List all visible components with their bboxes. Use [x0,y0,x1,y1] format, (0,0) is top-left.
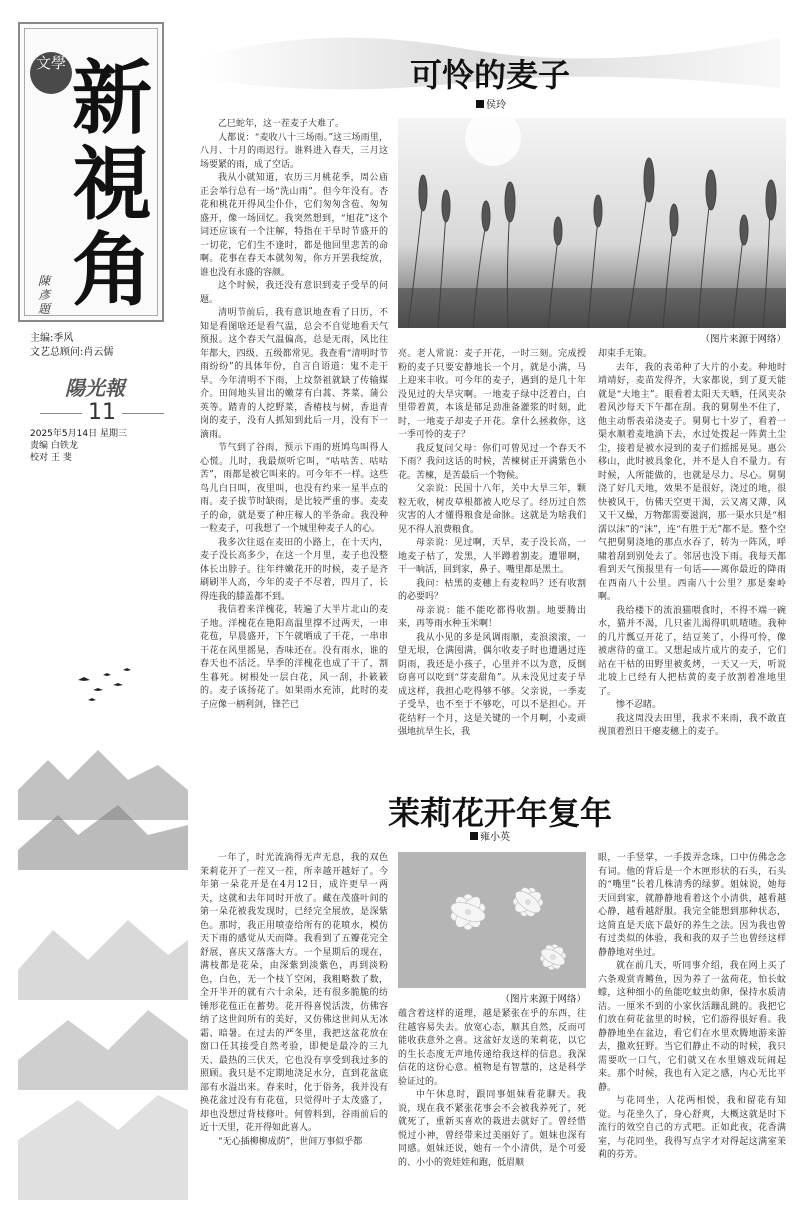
literary-adviser: 文艺总顾问:肖云儒 [30,347,114,358]
page-number: 11 [22,400,182,425]
paragraph: 我这周没去田里，我求不来雨，我不敢直视顶着烈日干瘪麦穗上的麦子。 [598,713,786,737]
byline-square-icon [476,100,484,108]
masthead-title-char: 角 [72,223,152,317]
paragraph: 眼，一手竖掌，一手拨弄念珠，口中仿佛念念有词。他的背后是一个木匣形状的石头，石头的“嘴里”长着几株清秀的绿萝。姐妹说，她每天回到家，就静静地看着这个小清供，越看越心静，越看越舒服。我完全能想到那种状态，这简直是天底下最好的养生之法。因为我也曾有过类似的体验，我和我的双子兰也曾经这样静静地对坐过。 [598,853,786,958]
layout-editor: 责编 白铁龙 [30,441,78,451]
paragraph: 就在前几天，听同事介绍，我在网上买了六条观赏青鳉鱼，因为养了一盆荷花，怕长蚊蠓，这种细小的鱼能吃蚊虫幼卵，保持水质清洁。一厘米不到的小家伙活蹦乱跳的。我把它们放在荷花盆里的时候，它们游得很好看。我静静地坐在盆边，看它们在水里欢腾地游来游去，撒欢狂野。当它们静止不动的时候，我只需要吹一口气，它们就又在水里嬉戏玩闹起来。那个时候，我也有入定之感，内心无比平静。 [598,961,786,1093]
paragraph: 我多次往返在麦田的小路上，在十天内，麦子没长高多少，在这一个月里，麦子也没整体长出脖子。往年绊嫩花开的时候，麦子是齐刷刷半人高，今年的麦子不尽着，四月了，长得连我的膝盖都不到。 [200,537,388,602]
proofreader: 校对 王 斐 [30,453,72,463]
article-1-title: 可怜的麦子 [409,56,570,94]
ink-landscape-illustration [18,640,188,1200]
issue-info [30,428,170,464]
article-1-column-3 [598,348,786,768]
paragraph: 我问：枯黑的麦穗上有麦粒吗？还有收割的必要吗？ [398,578,586,602]
paragraph: 我从小就知道，农历三月桃花季，周公庙正会举行总有一场“洗山雨”。但今年没有。杏花和桃花开得风尘仆仆，它们匆匆含苞、匆匆盛开，像一场回忆。我突然想到，“旭花”这个词还应该有一个注解，特指在干旱时节盛开的一切花，它们生不逢时，都是他回里悲苦的命啊。花事在春天本就匆匆，你方开罢我绽放，谁也没有永盛的容颜。 [200,173,388,278]
chief-editor: 主编:季风 [30,333,74,344]
paragraph: 父亲说：民国十八年，关中大旱三年，颗粒无收，树皮草根都被人吃尽了。经历过自然灾害的人才懂得粮食是命脉。这就是为啥我们见不得人浪费粮食。 [398,484,586,535]
paragraph: 惨不忍睹。 [616,700,662,710]
article-2-title: 茉莉花开年复年 [387,794,612,832]
article-2-column-1 [200,852,388,1192]
paragraph: 我给楼下的流浪猫喂食时，不得不端一碗水，猫并不渴，几只雀儿渴得叽叽喳喳。我种的几片瓢豆开花了，结豆荚了，小得可怜，像被虐待的童工。又想起成片成片的麦子，它们站在干枯的田野里被炙烤，一天又一天，听说北坡上已经有人把枯黄的麦子放割着准地里了。 [598,605,786,697]
section-badge: 文學 [30,52,72,94]
masthead-title-char: 新 [72,51,152,145]
jasmine-flower-photo [398,852,586,988]
article-1-author: 侯玲 [486,100,506,111]
article-2-photo-caption: （图片来源于网络） [500,994,586,1005]
paragraph: 我信着来洋槐花，转遍了大半片北山的麦子地。洋槐花在艳阳高温里撑不过两天，一串花苞，早晨盛开，下午就晒成了干花，一串串干花在风里摇晃，香味还在。没有雨水，谁的春天也不活泛。旱季的洋槐花也成了干了，割生暮死。树根处一层白花，风一刮，扑簌簌的。麦子该扬花了。如果雨水充沛，此时的麦子应像一柄利剑，锋芒已 [200,605,388,710]
paragraph: 节气到了谷雨，预示下雨的班鸠鸟叫得人心慌。儿时，我最烦听它叫，“咕咕苦、咕咕苦”，雨都是被它叫来的。可今年不一样。这些鸟儿白日叫，夜里叫，也没有约来一星半点的雨。麦子拔节时缺雨，是比较严重的事。麦麦子的命，就是要了种庄稼人的半条命。我没种一粒麦子，可我想了一个城里种麦子人的心。 [200,443,388,534]
byline-square-icon [470,832,478,840]
paragraph: 清明节前后，我有意识地查看了日历，不知是看图啥还是看气温，总会不自觉地看天气预报。这个春天气温偏高，总是无雨，风比往年都大，四级、五级都常见。我查看“清明时节雨纷纷”的具体年份，自言自语道：鬼不走干旱。今年清明不下雨，上坟祭祖就缺了传输媒介。田间地头冒出的嫩芽有白蒿、荠菜、蒲公英等。踏青的人挖野菜，香椿枝与树，香退青岗的麦子，没有人抓知到此后一月，没有下一滴雨。 [200,308,388,440]
article-2-byline [470,828,510,843]
article-1-byline [476,96,506,111]
article-2-column-3 [598,852,786,1192]
wheat-field-photo [398,118,786,328]
article-1-column-1 [200,118,388,768]
article-1-column-2 [398,348,586,768]
paragraph: 蕴含着这样的道理，越是紧张在乎的东西，往往越容易失去。放宽心态，顺其自然，反而可能收获意外之喜。这盆好友送的茉莉花，以它的生长态度无声地传递给我这样的信息。我深信花的这份心意。植物是有智慧的，这是科学验证过的。 [398,1009,586,1087]
wheat-field-illustration [398,118,786,328]
masthead-box [18,22,164,322]
article-2-author: 雍小英 [480,832,510,843]
calligrapher-signature: 陳彥題 [38,274,51,316]
paragraph: 却束手无策。 [598,349,653,359]
paragraph: 人都说：“麦收八十三场雨。”这三场雨里，八月、十月的雨迟行。谁料进入春天，三月这场要紧的雨，成了空话。 [200,132,388,170]
paragraph: 乙巳蛇年，这一茬麦子大难了。 [218,119,345,129]
editor-info [30,332,170,360]
paragraph: 母亲说：见过啊，天旱，麦子没长高，一地麦子枯了，发黑，人半蹲着割麦。遭罪啊，干一晌活，回到家，鼻子、嘴里都是黑土。 [398,538,586,575]
issue-date: 2025年5月14日 星期三 [30,429,127,439]
paragraph: 我从小见的多是风调雨顺，麦浪滚滚，一望无垠，仓满囤满，偶尔收麦子时也遭遇过连阴雨，我还是小孩子，心里并不以为意，反倒窃喜可以吃到“芽麦甜角”。从未没见过麦子旱成这样，我担心吃得够不够。父亲说，一季麦子受旱，也不至于不够吃，可以不是担心。开花结籽一个月，这是关键的一个月啊，小麦顽强地抗旱生长，我 [398,632,586,737]
paragraph: 这个时候，我还没有意识到麦子受旱的问题。 [200,281,388,305]
paragraph: “无心插柳柳成荫”，世间万事似乎都 [218,1136,363,1147]
paragraph: 一年了，时光流淌得无声无息，我的双色茉莉花开了一茬又一茬，所幸越开越好了。今年第一朵花开是在4月12日，成许更早一两天，这就和去年同时开放了。藏在茂盛叶间的第一朵花被我发现时，已经完全展放，是深紫色。那时，我正用喷壶给所有的花喷水，模仿天下雨的感觉从天而降。我看到了五瓣花完全舒展，喜庆又落落大方。一个星期后的现在，满枝都是花朵，由深紫到淡紫色，再到淡粉色，白色，无一个枝丫空闲，我粗略数了数，全开半开的就有六十余朵，还有很多脆脆的纺锤形花苞正在蓄势。花开得喜悦活泼，仿佛容纳了这世间所有的美好，又仿佛这世间从无冰霜、暗暑。在过去的严冬里，我把这盆花放在窗口任其接受自然考验，即便是最冷的三九天、最热的三伏天，它也没有享受到我过多的照顾。我只是不定期地浇足水分，直到花盆底部有水溢出来。春来时，化于俗务，我并没有换花盆过没有有花苞，只觉得叶子太茂盛了，却也没想过背枝修叶。何曾料到，谷雨前后的近十天里，花开得如此喜人。 [200,853,388,1133]
paragraph: 母亲说：能不能吃都得收割。地要腾出来，再等雨水种玉米啊！ [398,605,586,629]
paragraph: 去年，我的表弟种了大片的小麦。种地时靖靖好，麦苗发得齐，大家都说，到了夏天能就是“大地主”。眼看着太阳天天晒，任风夹杂着风沙每天下午都在刮。我的舅舅坐不住了，他主动帮表弟浇麦子。舅舅七十岁了，看着一渠水顺着麦地淌下去，水过处拨起一阵黄土尘尘，接着是被水浸到的麦子们摇摇晃晃。惠公移山，此时被具象化，并不是人自不量力。有时候，人所能做的，也就是尽力、尽心。舅舅浇了好几天地，效果不是很好，浇过的地，很快被风干，仿佛天空更干渴，云又离又薄，风又干又燥，万物都需要滋润，那一渠水只是“相濡以沫”的“沫”，连“有胜于无”都不是。整个空气把舅舅浇地的那点水吞了，转为一阵风，呼啸着刮到别处去了。邻居也没下雨。我每天都看到天气预报里有一句话——离你最近的降雨在西南八十公里。西南八十公里？那是秦岭啊。 [598,362,786,602]
newspaper-logo: 陽光報 [65,376,125,400]
masthead-title-char: 視 [72,137,152,231]
paragraph: 与花同坐，人花两相悦，我和留花有知觉。与花坐久了，身心舒爽，大概这就是时下流行的效空自己的方式吧。正如此夜，花香满室，与花同坐，我得写点字才对得起这满室茉莉的芬芳。 [598,1096,786,1160]
paragraph: 我反复问父母：你们可曾见过一个春天不下雨？我问这话的时候，苦楝树正开满紫色小花。苦楝，是苦最后一个物候。 [398,443,586,481]
article-1-photo-caption: （图片来源于网络） [700,334,786,345]
paragraph: 中午休息时，跟同事姐妹看花聊天。我说，现在我不紧张花事会不会被我养死了，死就死了，重新买喜欢的栽进去就好了。曾经惜悦过小神，曾经带来过美丽好了。姐妹也深有同感。姐妹还说，她有一个小清供，是个可爱的、小小的瓷娃娃和跑，低眉顺 [398,1090,586,1168]
jasmine-flower-illustration [398,852,586,988]
paragraph: 亮。老人常说：麦子开花，一时三刻。完成授粉的麦子只要安静地长一个月，就是小满，马上迎来丰收。可今年的麦子，遇到的是几十年没见过的大旱灾啊。一地麦子绿中泛着白，白里带着黄，本该是郁足劲准备灌浆的时刻，此时，一地麦子却麦子开花。拿什么拯救你，这一季可怜的麦子？ [398,349,586,440]
article-2-column-2 [398,1008,586,1192]
